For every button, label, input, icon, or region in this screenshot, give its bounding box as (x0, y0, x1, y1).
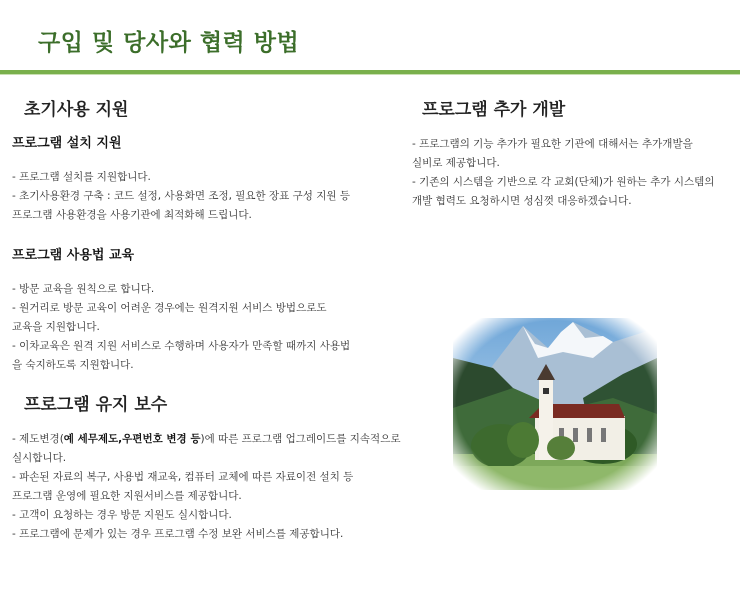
church-landscape-image (453, 318, 657, 490)
training-line-1: - 방문 교육을 원칙으로 합니다. (12, 283, 155, 295)
additional-dev-line-4: 개발 협력도 요청하시면 성심껏 대응하겠습니다. (412, 195, 632, 207)
training-heading: 프로그램 사용법 교육 (12, 248, 135, 263)
training-line-2: - 원거리로 방문 교육이 어려운 경우에는 원격지원 서비스 방법으로도 (12, 302, 327, 314)
maintenance-line-2: 실시합니다. (12, 452, 67, 464)
additional-dev-heading: 프로그램 추가 개발 (422, 100, 566, 120)
additional-dev-line-2: 실비로 제공합니다. (412, 157, 500, 169)
install-support-heading: 프로그램 설치 지원 (12, 136, 122, 151)
training-line-3: 교육을 지원합니다. (12, 321, 100, 333)
maintenance-line-1 (12, 430, 401, 449)
maintenance-line-3: - 파손된 자료의 복구, 사용법 재교육, 컴퓨터 교체에 따른 자료이전 설치 등 (12, 471, 354, 483)
maintenance-line-1-prefix: - 제도변경( (12, 433, 64, 445)
maintenance-line-5: - 고객이 요청하는 경우 방문 지원도 실시합니다. (12, 509, 232, 521)
install-line-3: 프로그램 사용환경을 사용기관에 최적화해 드립니다. (12, 209, 252, 221)
maintenance-line-6: - 프로그램에 문제가 있는 경우 프로그램 수정 보완 서비스를 제공합니다. (12, 528, 344, 540)
install-line-2: - 초기사용환경 구축 : 코드 설정, 사용화면 조정, 필요한 장표 구성 지원 등 (12, 190, 351, 202)
install-line-1: - 프로그램 설치를 지원합니다. (12, 171, 151, 183)
training-line-5: 을 숙지하도록 지원합니다. (12, 359, 134, 371)
maintenance-line-1-emphasis: 예 세무제도,우편번호 변경 등 (63, 433, 201, 445)
additional-dev-line-1: - 프로그램의 기능 추가가 필요한 기관에 대해서는 추가개발을 (412, 138, 693, 150)
title-divider-shadow (0, 74, 740, 75)
training-line-4: - 이차교육은 원격 지원 서비스로 수행하며 사용자가 만족할 때까지 사용법 (12, 340, 351, 352)
maintenance-line-1-suffix: )에 따른 프로그램 업그레이드를 지속적으로 (200, 433, 401, 445)
maintenance-heading: 프로그램 유지 보수 (24, 395, 168, 415)
maintenance-line-4: 프로그램 운영에 필요한 지원서비스를 제공합니다. (12, 490, 242, 502)
page-title: 구입 및 당사와 협력 방법 (38, 30, 300, 56)
initial-support-heading: 초기사용 지원 (24, 100, 129, 120)
additional-dev-line-3: - 기존의 시스템을 기반으로 각 교회(단체)가 원하는 추가 시스템의 (412, 176, 715, 188)
